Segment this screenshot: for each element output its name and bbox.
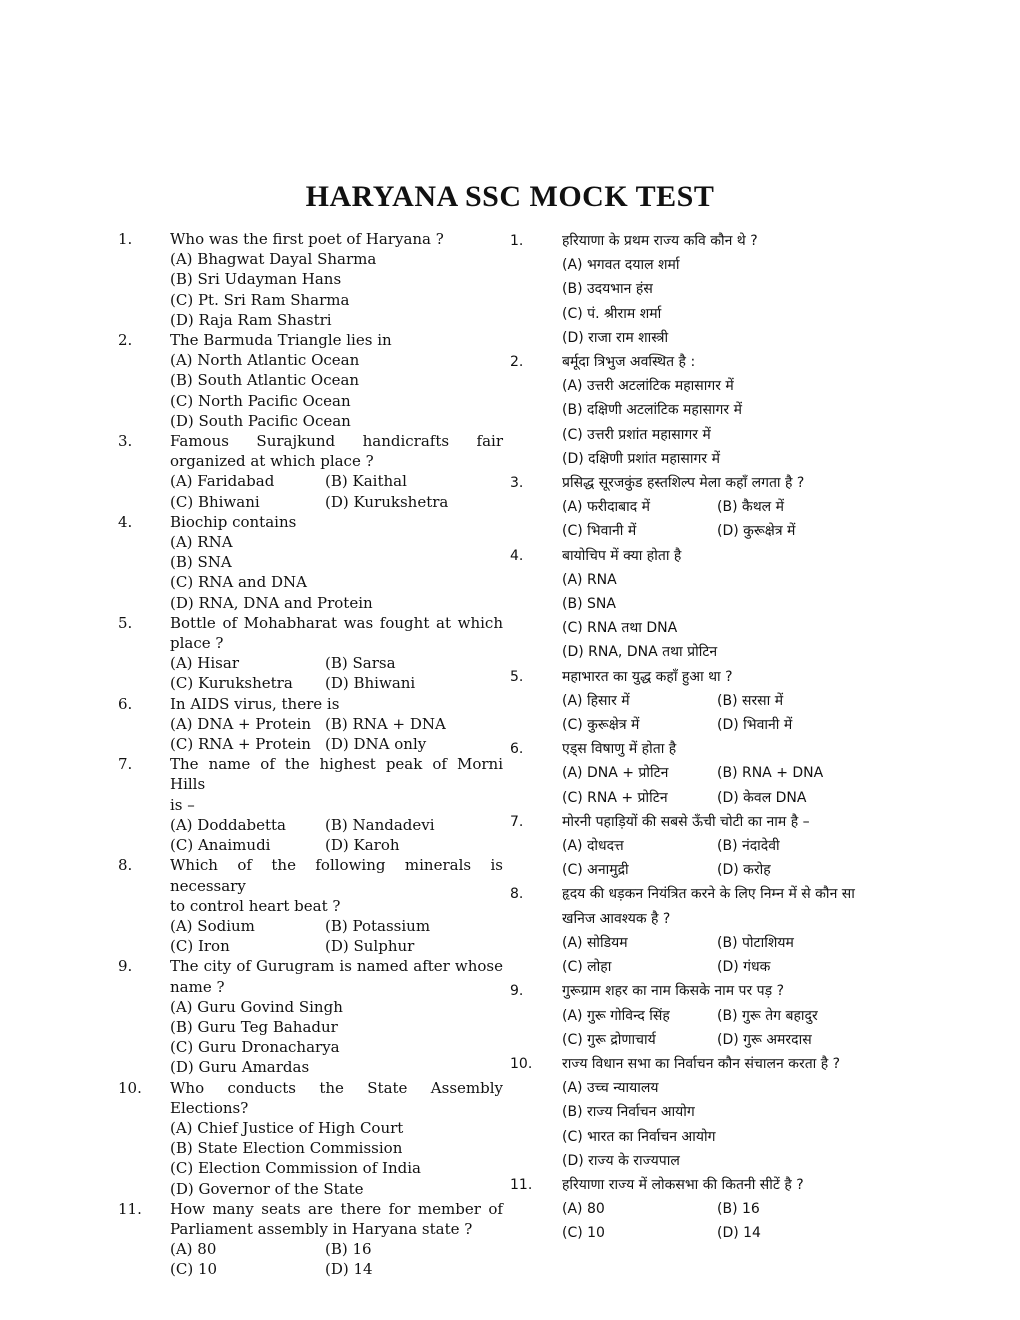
answer-option: (A) उत्तरी अटलांटिक महासागर में	[562, 378, 734, 395]
option-row	[170, 593, 503, 613]
question-text: Famous Surajkund handicrafts fair	[170, 432, 503, 451]
question-text: एड्स विषाणु में होता है	[562, 741, 677, 758]
option-row	[170, 1017, 503, 1037]
option-row	[562, 423, 910, 447]
question-body	[170, 1078, 503, 1199]
question-item	[510, 882, 910, 979]
option-row	[170, 1118, 503, 1138]
question-body	[562, 882, 910, 979]
answer-option: (A) उच्च न्यायालय	[562, 1080, 659, 1097]
answer-option: (A) Hisar	[170, 654, 239, 673]
question-text: प्रसिद्ध सूरजकुंड हस्तशिल्प मेला कहाँ लगता है ?	[562, 475, 805, 492]
question-number: 5.	[510, 668, 524, 685]
question-text: महाभारत का युद्ध कहाँ हुआ था ?	[562, 668, 733, 685]
option-row	[170, 350, 503, 370]
question-item	[118, 754, 503, 855]
option-row	[170, 532, 503, 552]
answer-option: (B) गुरू तेग बहादुर	[717, 1007, 818, 1024]
answer-option: (D) राज्य के राज्यपाल	[562, 1152, 680, 1169]
question-body	[170, 431, 503, 512]
option-row	[562, 374, 910, 398]
option-row	[170, 249, 503, 269]
answer-option: (C) 10	[170, 1260, 218, 1279]
answer-option: (B) सरसा में	[717, 692, 784, 709]
answer-option: (C) RNA + Protein	[170, 735, 311, 754]
question-text: name ?	[170, 977, 225, 996]
answer-option: (B) 16	[325, 1240, 372, 1259]
question-text: बायोचिप में क्या होता है	[562, 547, 682, 564]
option-row	[170, 936, 503, 956]
answer-option: (A) 80	[170, 1240, 217, 1259]
answer-option: (B) South Atlantic Ocean	[170, 371, 360, 390]
option-row	[562, 1221, 910, 1245]
answer-option: (D) Bhiwani	[325, 674, 416, 693]
option-row	[562, 495, 910, 519]
answer-option: (C) Pt. Sri Ram Sharma	[170, 290, 350, 309]
english-questions	[118, 229, 503, 1280]
question-body	[170, 512, 503, 613]
question-text: organized at which place ?	[170, 452, 374, 471]
answer-option: (B) RNA + DNA	[325, 714, 446, 733]
answer-option: (C) गुरू द्रोणाचार्य	[562, 1031, 656, 1048]
answer-option: (B) State Election Commission	[170, 1139, 403, 1158]
answer-option: (B) पोटाशियम	[717, 934, 794, 951]
question-item	[510, 979, 910, 1052]
answer-option: (C) Anaimudi	[170, 836, 271, 855]
answer-option: (A) Guru Govind Singh	[170, 997, 343, 1016]
answer-option: (A) भगवत दयाल शर्मा	[562, 257, 680, 274]
option-row	[170, 1037, 503, 1057]
hindi-questions	[510, 229, 910, 1246]
option-row	[562, 302, 910, 326]
answer-option: (A) RNA	[170, 533, 233, 552]
question-number: 8.	[510, 886, 524, 903]
question-text: हरियाणा राज्य में लोकसभा की कितनी सीटें है ?	[562, 1176, 804, 1193]
question-number: 6.	[118, 694, 133, 713]
option-row	[562, 713, 910, 737]
answer-option: (B) नंदादेवी	[717, 838, 780, 855]
option-row	[562, 616, 910, 640]
question-item	[510, 544, 910, 665]
option-row	[562, 955, 910, 979]
question-text: place ?	[170, 634, 224, 653]
answer-option: (B) दक्षिणी अटलांटिक महासागर में	[562, 402, 742, 419]
question-text: मोरनी पहाड़ियों की सबसे ऊँची चोटी का नाम है –	[562, 813, 810, 830]
answer-option: (C) कुरूक्षेत्र में	[562, 717, 640, 734]
answer-option: (C) पं. श्रीराम शर्मा	[562, 305, 662, 322]
question-item	[510, 471, 910, 544]
question-body	[562, 810, 910, 883]
option-row	[170, 997, 503, 1017]
option-row	[170, 815, 503, 835]
question-text: is –	[170, 795, 195, 814]
question-text: The name of the highest peak of Morni Hills	[170, 755, 503, 794]
answer-option: (D) राजा राम शास्त्री	[562, 329, 669, 346]
question-item	[118, 694, 503, 755]
answer-option: (D) DNA only	[325, 735, 427, 754]
option-row	[562, 1100, 910, 1124]
answer-option: (B) SNA	[170, 553, 232, 572]
question-item	[510, 1052, 910, 1173]
answer-option: (D) Kurukshetra	[325, 492, 449, 511]
answer-option: (D) RNA, DNA and Protein	[170, 593, 373, 612]
answer-option: (D) केवल DNA	[717, 789, 807, 806]
answer-option: (A) फरीदाबाद में	[562, 499, 651, 516]
question-text: The Barmuda Triangle lies in	[170, 331, 392, 350]
question-number: 10.	[510, 1055, 533, 1072]
answer-option: (D) South Pacific Ocean	[170, 411, 351, 430]
answer-option: (C) Kurukshetra	[170, 674, 293, 693]
question-number: 4.	[118, 512, 133, 531]
question-item	[118, 431, 503, 512]
answer-option: (A) DNA + प्रोटिन	[562, 765, 669, 782]
answer-option: (B) Sarsa	[325, 654, 396, 673]
question-number: 2.	[510, 354, 524, 371]
question-text: Bottle of Mohabharat was fought at which	[170, 613, 503, 632]
option-row	[170, 492, 503, 512]
question-body	[170, 956, 503, 1077]
option-row	[562, 761, 910, 785]
question-number: 2.	[118, 331, 133, 350]
question-body	[562, 1173, 910, 1246]
question-text: The city of Gurugram is named after whose	[170, 957, 503, 976]
answer-option: (D) Guru Amardas	[170, 1058, 310, 1077]
answer-option: (C) Bhiwani	[170, 492, 260, 511]
question-number: 10.	[118, 1078, 142, 1097]
option-row	[170, 290, 503, 310]
answer-option: (D) 14	[325, 1260, 373, 1279]
answer-option: (C) RNA तथा DNA	[562, 620, 678, 637]
question-item	[118, 855, 503, 956]
question-number: 11.	[118, 1199, 142, 1218]
question-number: 3.	[510, 475, 524, 492]
question-text: Who conducts the State Assembly	[170, 1078, 503, 1097]
question-text: Parliament assembly in Haryana state ?	[170, 1219, 473, 1238]
answer-option: (B) Nandadevi	[325, 815, 435, 834]
answer-option: (B) SNA	[562, 596, 616, 613]
answer-option: (B) उदयभान हंस	[562, 281, 653, 298]
answer-option: (B) राज्य निर्वाचन आयोग	[562, 1104, 695, 1121]
answer-option: (A) Sodium	[170, 916, 255, 935]
option-row	[170, 916, 503, 936]
question-number: 7.	[118, 755, 133, 774]
answer-option: (D) RNA, DNA तथा प्रोटिन	[562, 644, 718, 661]
answer-option: (B) 16	[717, 1201, 760, 1218]
page-title: HARYANA SSC MOCK TEST	[305, 180, 715, 213]
option-row	[170, 653, 503, 673]
option-row	[170, 1158, 503, 1178]
answer-option: (C) लोहा	[562, 959, 612, 976]
answer-option: (B) Kaithal	[325, 472, 407, 491]
question-item	[118, 956, 503, 1077]
answer-option: (A) Doddabetta	[170, 815, 286, 834]
question-item	[510, 1173, 910, 1246]
option-row	[170, 1179, 503, 1199]
question-number: 9.	[510, 983, 524, 1000]
question-item	[118, 1199, 503, 1280]
question-item	[510, 229, 910, 350]
option-row	[562, 640, 910, 664]
question-body	[562, 229, 910, 350]
answer-option: (B) Sri Udayman Hans	[170, 270, 342, 289]
option-row	[562, 398, 910, 422]
answer-option: (A) RNA	[562, 571, 617, 588]
question-body	[170, 1199, 503, 1280]
question-item	[118, 330, 503, 431]
answer-option: (A) Faridabad	[170, 472, 275, 491]
question-text: Which of the following minerals is necessary	[170, 856, 503, 895]
question-number: 1.	[118, 230, 133, 248]
question-number: 5.	[118, 613, 133, 632]
option-row	[562, 1125, 910, 1149]
answer-option: (C) भिवानी में	[562, 523, 637, 540]
question-item	[118, 1078, 503, 1199]
option-row	[170, 370, 503, 390]
option-row	[170, 835, 503, 855]
answer-option: (A) Bhagwat Dayal Sharma	[170, 250, 377, 269]
answer-option: (A) दोधदत्त	[562, 838, 624, 855]
question-text: Who was the first poet of Haryana ?	[170, 230, 444, 248]
option-row	[170, 673, 503, 693]
option-row	[562, 931, 910, 955]
option-row	[562, 1197, 910, 1221]
question-text: Biochip contains	[170, 512, 297, 531]
question-body	[170, 855, 503, 956]
option-row	[562, 834, 910, 858]
answer-option: (A) Chief Justice of High Court	[170, 1118, 404, 1137]
option-row	[562, 858, 910, 882]
question-number: 9.	[118, 957, 133, 976]
option-row	[170, 391, 503, 411]
question-body	[562, 544, 910, 665]
question-text: Elections?	[170, 1098, 249, 1117]
question-text: खनिज आवश्यक है ?	[562, 910, 671, 927]
question-number: 1.	[510, 233, 524, 249]
option-row	[170, 411, 503, 431]
question-text: to control heart beat ?	[170, 896, 341, 915]
answer-option: (D) भिवानी में	[717, 717, 793, 734]
question-item	[118, 613, 503, 694]
answer-option: (D) Karoh	[325, 836, 400, 855]
option-row	[562, 277, 910, 301]
answer-option: (B) Potassium	[325, 916, 431, 935]
option-row	[562, 786, 910, 810]
option-row	[562, 592, 910, 616]
answer-option: (A) सोडियम	[562, 934, 628, 951]
question-text: बर्मूदा त्रिभुज अवस्थित है :	[562, 354, 696, 371]
question-number: 6.	[510, 741, 524, 758]
answer-option: (B) RNA + DNA	[717, 765, 824, 782]
question-number: 4.	[510, 547, 524, 564]
answer-option: (C) RNA and DNA	[170, 573, 307, 592]
option-row	[562, 326, 910, 350]
option-row	[562, 1004, 910, 1028]
option-row	[170, 552, 503, 572]
answer-option: (B) कैथल में	[717, 499, 784, 516]
answer-option: (A) गुरू गोविन्द सिंह	[562, 1007, 670, 1024]
question-text: In AIDS virus, there is	[170, 694, 340, 713]
question-body	[562, 979, 910, 1052]
option-row	[562, 689, 910, 713]
question-body	[170, 754, 503, 855]
answer-option: (C) RNA + प्रोटिन	[562, 789, 668, 806]
option-row	[562, 519, 910, 543]
answer-option: (B) Guru Teg Bahadur	[170, 1017, 338, 1036]
answer-option: (C) North Pacific Ocean	[170, 391, 351, 410]
question-body	[562, 737, 910, 810]
answer-option: (D) कुरूक्षेत्र में	[717, 523, 796, 540]
question-body	[562, 471, 910, 544]
question-number: 11.	[510, 1176, 533, 1193]
question-text: How many seats are there for member of	[170, 1199, 503, 1218]
answer-option: (A) North Atlantic Ocean	[170, 351, 360, 370]
question-body	[562, 1052, 910, 1173]
question-text: राज्य विधान सभा का निर्वाचन कौन संचालन करता है ?	[562, 1055, 841, 1072]
option-row	[170, 714, 503, 734]
option-row	[170, 310, 503, 330]
option-row	[170, 1259, 503, 1279]
option-row	[562, 568, 910, 592]
answer-option: (C) भारत का निर्वाचन आयोग	[562, 1128, 716, 1145]
answer-option: (C) अनामुद्री	[562, 862, 629, 879]
question-item	[510, 665, 910, 738]
answer-option: (A) हिसार में	[562, 692, 630, 709]
question-number: 3.	[118, 432, 133, 451]
answer-option: (D) गुरू अमरदास	[717, 1031, 812, 1048]
option-row	[170, 471, 503, 491]
answer-option: (D) गंधक	[717, 959, 771, 976]
answer-option: (D) Raja Ram Shastri	[170, 310, 332, 329]
question-text: हृदय की धड़कन नियंत्रित करने के लिए निम्न में से कौन सा	[562, 886, 855, 903]
option-row	[562, 253, 910, 277]
answer-option: (D) करोह	[717, 862, 771, 879]
option-row	[562, 1149, 910, 1173]
option-row	[170, 1057, 503, 1077]
answer-option: (D) Sulphur	[325, 937, 415, 956]
option-row	[170, 734, 503, 754]
question-item	[510, 810, 910, 883]
question-item	[118, 512, 503, 613]
answer-option: (A) DNA + Protein	[170, 714, 312, 733]
question-body	[562, 665, 910, 738]
question-body	[170, 613, 503, 694]
question-body	[170, 229, 503, 330]
answer-option: (C) Guru Dronacharya	[170, 1038, 340, 1057]
answer-option: (D) दक्षिणी प्रशांत महासागर में	[562, 450, 720, 467]
question-item	[510, 350, 910, 471]
question-item	[510, 737, 910, 810]
answer-option: (C) Election Commission of India	[170, 1159, 421, 1178]
option-row	[170, 572, 503, 592]
question-body	[562, 350, 910, 471]
option-row	[562, 1028, 910, 1052]
answer-option: (C) Iron	[170, 937, 230, 956]
answer-option: (A) 80	[562, 1201, 605, 1218]
answer-option: (D) Governor of the State	[170, 1179, 364, 1198]
question-text: हरियाणा के प्रथम राज्य कवि कौन थे ?	[562, 233, 758, 249]
question-body	[170, 330, 503, 431]
option-row	[170, 269, 503, 289]
answer-option: (D) 14	[717, 1225, 761, 1242]
option-row	[170, 1239, 503, 1259]
answer-option: (C) उत्तरी प्रशांत महासागर में	[562, 426, 711, 443]
question-body	[170, 694, 503, 755]
question-number: 7.	[510, 813, 524, 830]
question-item	[118, 229, 503, 330]
option-row	[562, 447, 910, 471]
option-row	[562, 1076, 910, 1100]
question-text: गुरूग्राम शहर का नाम किसके नाम पर पड़ ?	[562, 983, 784, 1000]
option-row	[170, 1138, 503, 1158]
question-number: 8.	[118, 856, 133, 875]
answer-option: (C) 10	[562, 1225, 605, 1242]
